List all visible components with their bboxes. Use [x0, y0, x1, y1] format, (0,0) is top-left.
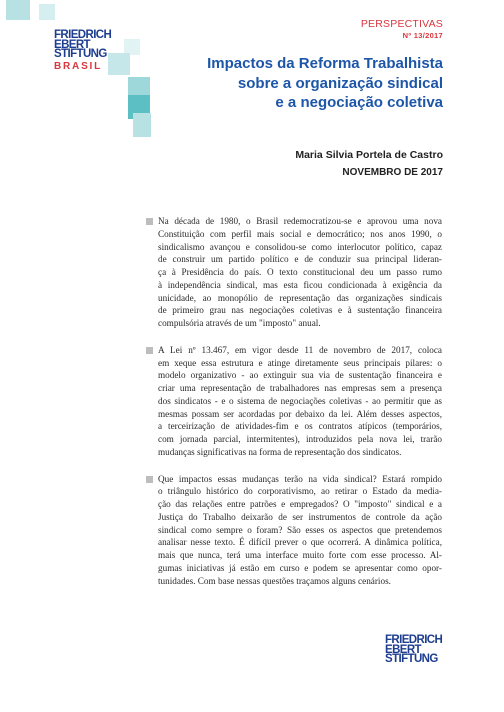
text-line: Que impactos essas mudanças terão na vida sindical? Estará rompido	[158, 473, 442, 484]
logo-line: EBERT	[385, 643, 421, 656]
text-line: com jornada parcial, intermitentes), introduzidos pela nova lei, trarão	[158, 434, 442, 444]
text-line: Na década de 1980, o Brasil redemocratizou-se e aprovou uma nova	[158, 216, 442, 226]
text-line: a terceirização de atividades-fim e os contratos atípicos (temporários,	[158, 421, 442, 432]
text-line: dos sindicatos - e o sistema de negociações coletivas - ao permitir que as	[158, 395, 442, 406]
text-line: unicidade, ao monopólio de representação das organizações sindicais	[158, 292, 442, 303]
series-header	[361, 18, 443, 41]
paragraph	[158, 215, 442, 330]
logo-line: STIFTUNG	[385, 653, 438, 666]
fes-logo	[54, 31, 116, 72]
decorative-square	[133, 113, 151, 137]
logo-line: FRIEDRICH	[54, 29, 112, 41]
text-line: à independência sindical, mas esta ficou condicionada à exigência da	[158, 279, 442, 290]
logo-line: STIFTUNG	[54, 48, 107, 61]
text-line: Justiça do Trabalho deixarão de ser instrumentos de controle da ação	[158, 511, 442, 522]
title-line: e a negociação coletiva	[275, 94, 443, 111]
document-title	[163, 54, 443, 113]
text-line: em xeque essa estrutura e atinge diretamente seus principais pilares: o	[158, 357, 442, 368]
title-line: sobre a organização sindical	[237, 74, 443, 92]
decorative-square	[6, 0, 30, 20]
text-line: de construir um partido político e de conduzir sua principal lideran-	[158, 254, 442, 265]
decorative-square	[39, 4, 55, 20]
fes-logo-footer	[385, 636, 449, 665]
text-line: o triângulo histórico do corporativismo, ao retirar o Estado da media-	[158, 486, 442, 497]
text-line: analisar nesse texto. É difícil prever o que ocorrerá. A dinâmica política,	[158, 537, 442, 548]
series-title: PERSPECTIVAS	[360, 18, 443, 30]
text-line: A Lei nº 13.467, em vigor desde 11 de novembro de 2017, coloca	[158, 344, 442, 355]
logo-country: BRASIL	[54, 60, 103, 72]
text-line: sindical como sempre o foram? São esses os aspectos que pretendemos	[158, 524, 442, 535]
series-number: Nº 13/2017	[402, 31, 443, 40]
text-line: Constituição com perfil mais social e democrático; nos anos 1990, o	[158, 228, 442, 239]
bullet-square-icon	[146, 347, 153, 354]
text-line: ça à Presidência do país. O texto constitucional deu um passo rumo	[158, 267, 442, 277]
text-line: compulsória através de um "imposto" anual.	[158, 318, 321, 328]
text-line: tunidades. Com base nessas questões traçamos alguns cenários.	[158, 575, 391, 586]
text-line: modelo organizativo - ao extinguir sua via de sustentação financeira e	[158, 370, 442, 381]
paragraph	[158, 344, 442, 459]
body-text	[158, 215, 442, 601]
publication-date: NOVEMBRO DE 2017	[342, 167, 443, 178]
text-line: sindicalismo avançou e consolidou-se como interlocutor político, capaz	[158, 241, 442, 252]
logo-line: EBERT	[54, 38, 90, 51]
text-line: gumas iniciativas já estão em curso e podem se apresentar como opor-	[158, 562, 442, 573]
paragraph	[158, 473, 442, 588]
title-line: Impactos da Reforma Trabalhista	[207, 55, 443, 72]
text-line: mudanças significativas na forma de representação dos sindicatos.	[158, 446, 402, 457]
text-line: mais que nunca, terá uma interface muito forte com esse processo. Al-	[158, 550, 442, 560]
text-line: de primeiro grau nas negociações coletivas e à sustentação financeira	[158, 305, 442, 316]
logo-line: FRIEDRICH	[385, 634, 443, 646]
bullet-square-icon	[146, 476, 153, 483]
text-line: mesmas possam ser acordadas por debaixo da lei. Além desses aspectos,	[158, 408, 442, 419]
text-line: ção das relações entre patrões e empregados? O "imposto" sindical e a	[158, 499, 442, 509]
text-line: criar uma representação de trabalhadores nas empresas sem a presença	[158, 383, 442, 393]
author-name: Maria Silvia Portela de Castro	[295, 149, 443, 161]
bullet-square-icon	[146, 218, 153, 225]
